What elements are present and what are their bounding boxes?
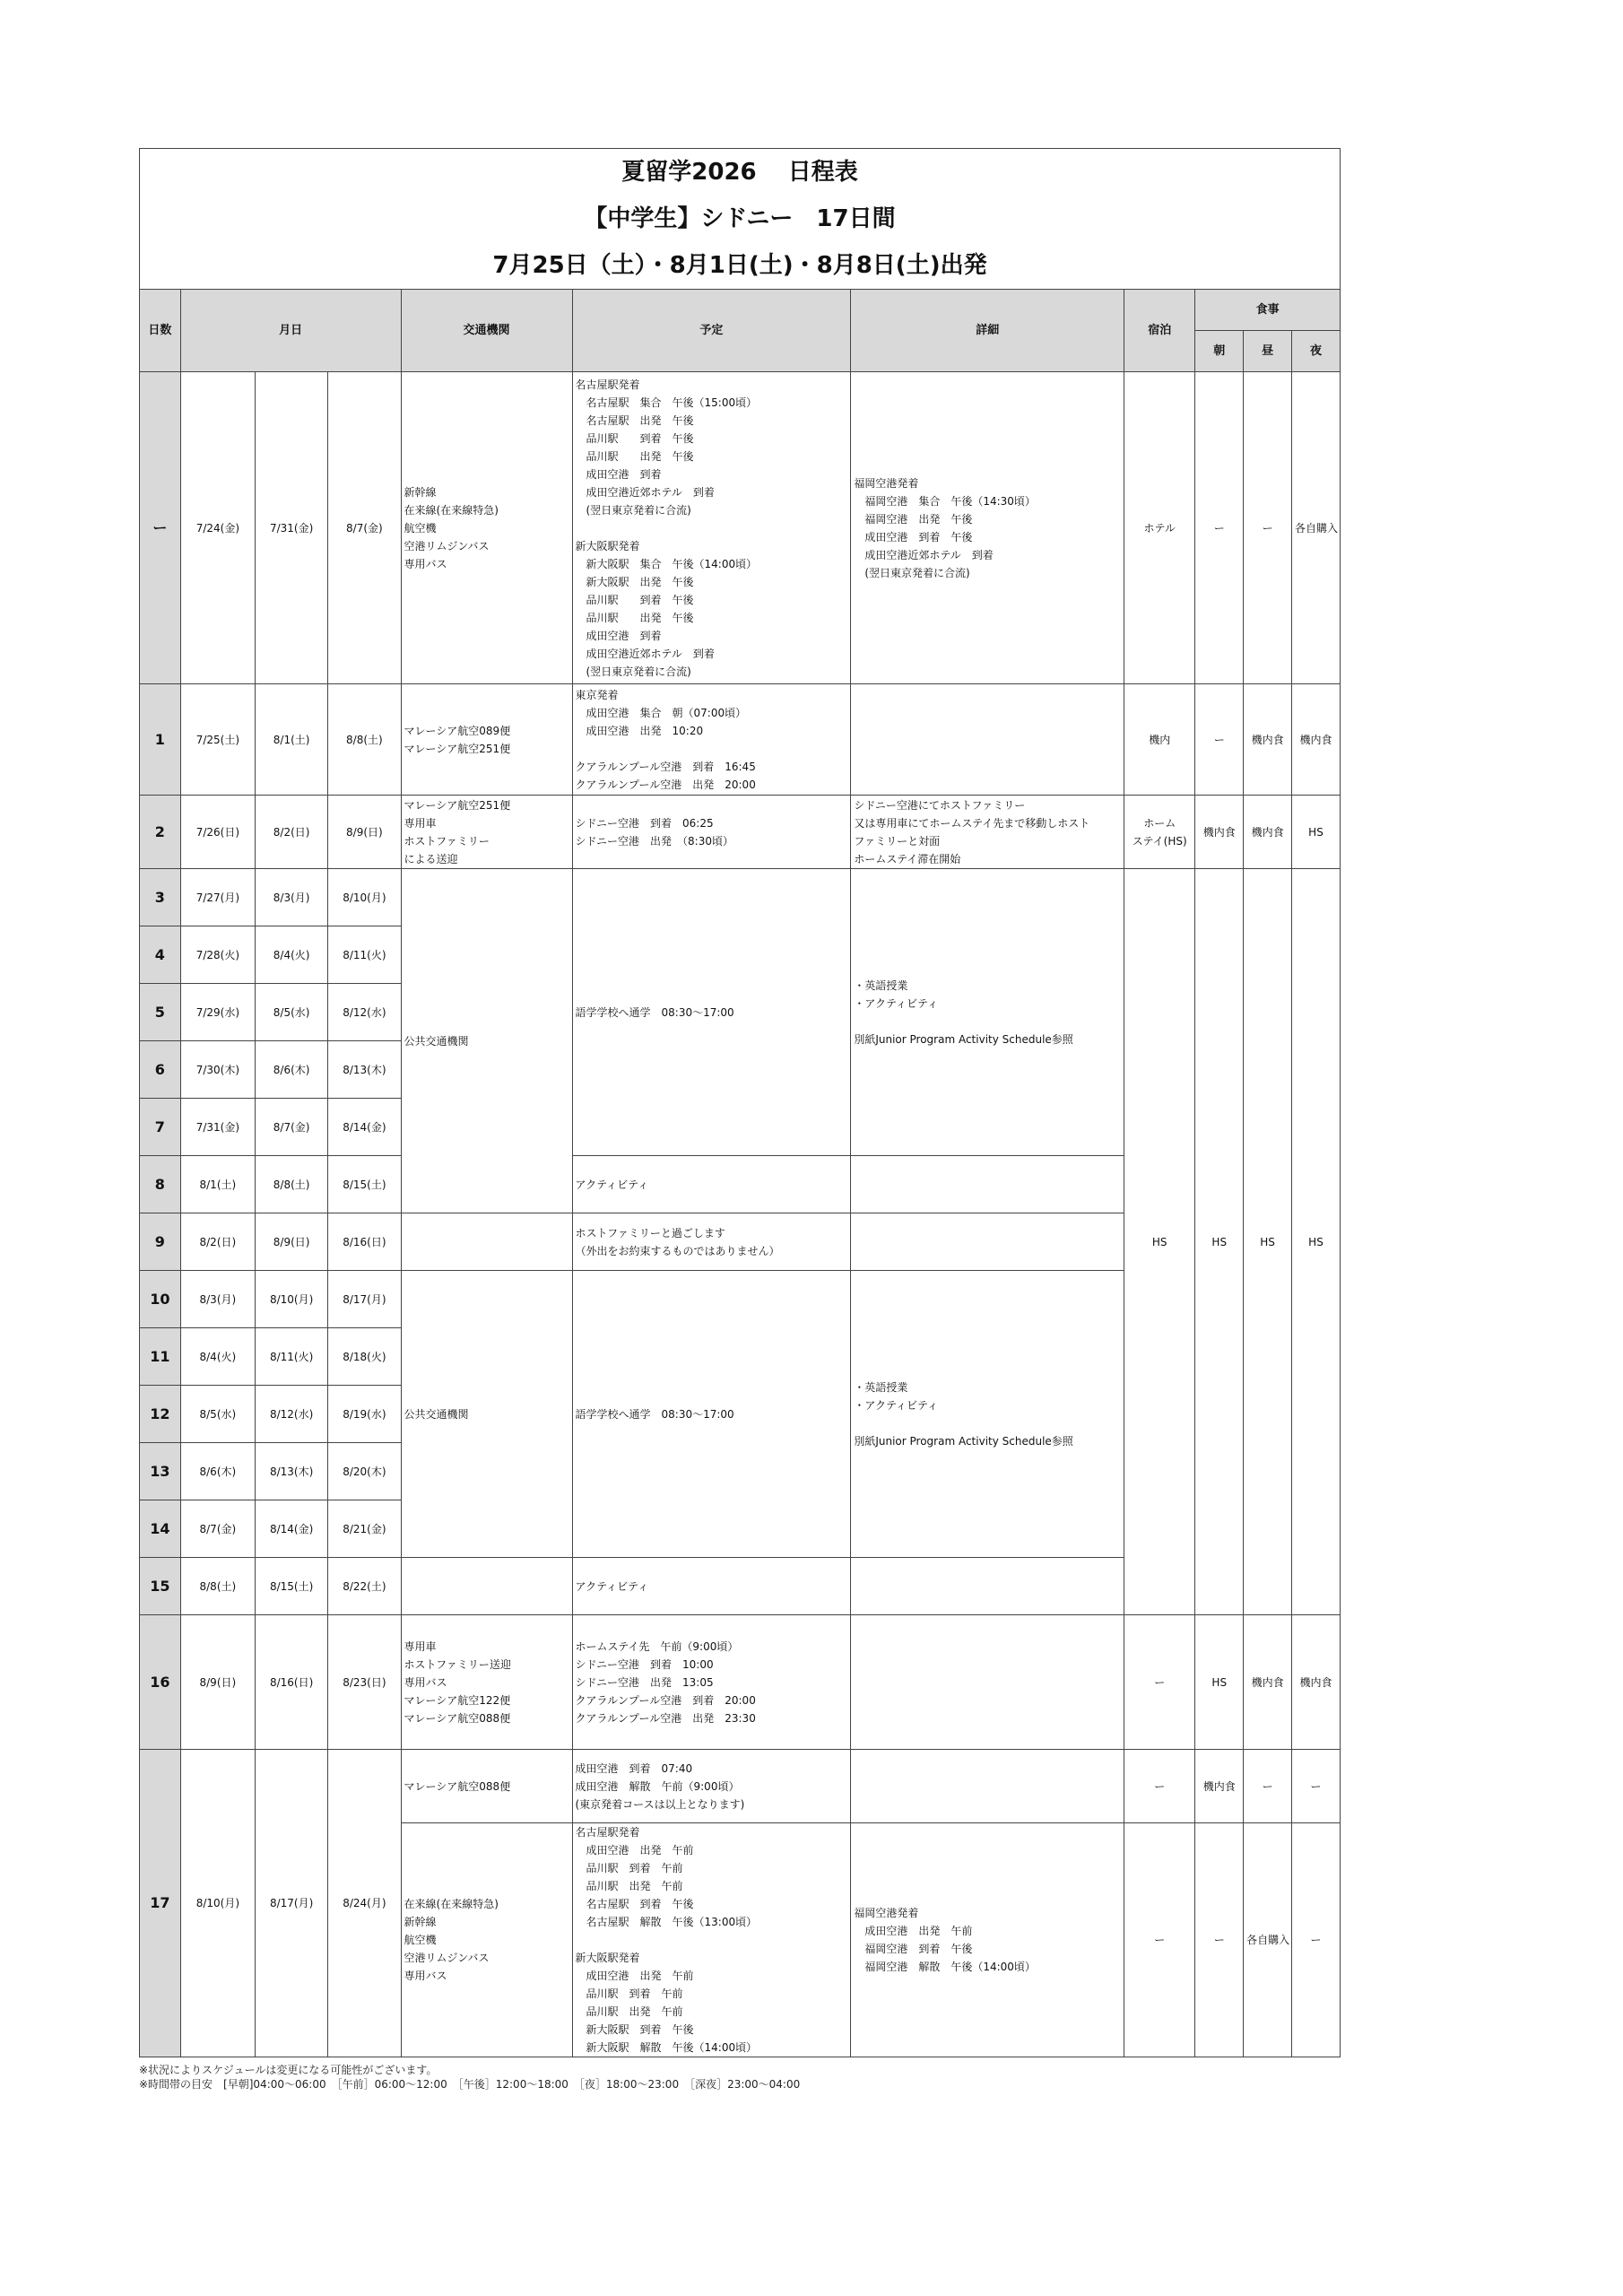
plan-cell: 名古屋駅発着 成田空港 出発 午前 品川駅 到着 午前 品川駅 出発 午前 名古屋駅 到着 午後 名古屋駅 解散 午後（13:00頃） 新大阪駅発着 成田空港 出発 午前 品川駅 到着 午前 品川駅 出発 午前 新大阪駅 到着 午後 新大阪駅 解散 午後（14:00頃）: [572, 1823, 851, 2057]
date-cell: 8/13(木): [328, 1041, 401, 1099]
stay-cell: 機内: [1124, 684, 1195, 796]
date-cell: 8/20(木): [328, 1443, 401, 1500]
note-time-ranges: ※時間帯の目安 [早朝]04:00～06:00 ［午前］06:00～12:00 ［午後］12:00～18:00 ［夜］18:00～23:00 ［深夜］23:00～04:00: [139, 2078, 801, 2091]
page-subtitle: 【中学生】シドニー 17日間: [584, 205, 896, 232]
day-number: 6: [140, 1041, 181, 1099]
date-cell: 8/15(土): [256, 1558, 328, 1615]
date-cell: 8/4(火): [180, 1328, 255, 1386]
day-number: 9: [140, 1213, 181, 1271]
detail-cell: ・英語授業 ・アクティビティ 別紙Junior Program Activity Schedule参照: [851, 1271, 1124, 1558]
date-cell: 8/3(月): [256, 869, 328, 926]
date-cell: 8/8(土): [180, 1558, 255, 1615]
date-cell: 8/17(月): [256, 1750, 328, 2057]
header-detail: 詳細: [851, 290, 1124, 372]
date-cell: 7/28(火): [180, 926, 255, 984]
detail-cell: [851, 1156, 1124, 1213]
dinner-cell: ー: [1291, 1750, 1340, 1823]
transport-cell: [401, 1213, 572, 1271]
dinner-cell: ー: [1291, 1823, 1340, 2057]
header-transport: 交通機関: [401, 290, 572, 372]
table-row: [140, 796, 1341, 869]
lunch-cell: HS: [1244, 869, 1292, 1615]
date-cell: 8/14(金): [256, 1500, 328, 1558]
day-number: 2: [140, 796, 181, 869]
header-date: 月日: [180, 290, 401, 372]
date-cell: 8/5(水): [180, 1386, 255, 1443]
plan-cell: シドニー空港 到着 06:25 シドニー空港 出発 （8:30頃）: [572, 796, 851, 869]
date-cell: 8/8(土): [256, 1156, 328, 1213]
header-breakfast: 朝: [1195, 331, 1244, 372]
date-cell: 8/6(木): [256, 1041, 328, 1099]
date-cell: 8/6(木): [180, 1443, 255, 1500]
day-number: 16: [140, 1615, 181, 1750]
date-cell: 8/3(月): [180, 1271, 255, 1328]
day-number: 13: [140, 1443, 181, 1500]
header-plan: 予定: [572, 290, 851, 372]
dinner-cell: 各自購入: [1291, 372, 1340, 684]
breakfast-cell: 機内食: [1195, 1750, 1244, 1823]
date-cell: 8/9(日): [256, 1213, 328, 1271]
date-cell: 8/10(月): [180, 1750, 255, 2057]
plan-cell: 語学学校へ通学 08:30～17:00: [572, 1271, 851, 1558]
detail-cell: [851, 1615, 1124, 1750]
lunch-cell: ー: [1244, 1750, 1292, 1823]
day-number: 8: [140, 1156, 181, 1213]
transport-cell: 専用車 ホストファミリー送迎 専用バス マレーシア航空122便 マレーシア航空088便: [401, 1615, 572, 1750]
lunch-cell: 機内食: [1244, 796, 1292, 869]
day-number: 15: [140, 1558, 181, 1615]
date-cell: 8/8(土): [328, 684, 401, 796]
day-number: 1: [140, 684, 181, 796]
plan-cell: ホームステイ先 午前（9:00頃） シドニー空港 到着 10:00 シドニー空港 出発 13:05 クアラルンプール空港 到着 20:00 クアラルンプール空港 出発 23:30: [572, 1615, 851, 1750]
date-cell: 8/2(日): [256, 796, 328, 869]
date-cell: 8/10(月): [328, 869, 401, 926]
plan-cell: 語学学校へ通学 08:30～17:00: [572, 869, 851, 1156]
plan-cell: 成田空港 到着 07:40 成田空港 解散 午前（9:00頃） (東京発着コースは以上となります): [572, 1750, 851, 1823]
transport-cell: [401, 1558, 572, 1615]
date-cell: 8/14(金): [328, 1099, 401, 1156]
lunch-cell: 機内食: [1244, 1615, 1292, 1750]
table-row: [140, 869, 1341, 926]
date-cell: 8/19(水): [328, 1386, 401, 1443]
date-cell: 7/30(木): [180, 1041, 255, 1099]
date-cell: 7/26(日): [180, 796, 255, 869]
header-dinner: 夜: [1291, 331, 1340, 372]
breakfast-cell: ー: [1195, 372, 1244, 684]
day-number: 7: [140, 1099, 181, 1156]
detail-cell: 福岡空港発着 福岡空港 集合 午後（14:30頃） 福岡空港 出発 午後 成田空港 到着 午後 成田空港近郊ホテル 到着 (翌日東京発着に合流): [851, 372, 1124, 684]
stay-cell: ー: [1124, 1750, 1195, 1823]
date-cell: 8/12(水): [328, 984, 401, 1041]
table-row: [140, 372, 1341, 684]
dinner-cell: HS: [1291, 796, 1340, 869]
table-row: [140, 1615, 1341, 1750]
day-number: 14: [140, 1500, 181, 1558]
transport-cell: 公共交通機関: [401, 869, 572, 1213]
transport-cell: マレーシア航空089便 マレーシア航空251便: [401, 684, 572, 796]
detail-cell: シドニー空港にてホストファミリー 又は専用車にてホームステイ先まで移動しホスト ファミリーと対面 ホームステイ滞在開始: [851, 796, 1124, 869]
schedule-table: [139, 148, 1341, 2057]
plan-cell: アクティビティ: [572, 1156, 851, 1213]
day-number: 10: [140, 1271, 181, 1328]
day-number: ー: [140, 372, 181, 684]
date-cell: 8/17(月): [328, 1271, 401, 1328]
day-number: 12: [140, 1386, 181, 1443]
date-cell: 8/1(土): [180, 1156, 255, 1213]
date-cell: 8/11(火): [256, 1328, 328, 1386]
stay-cell: ー: [1124, 1615, 1195, 1750]
schedule-sheet: [139, 148, 1341, 2057]
header-day: 日数: [140, 290, 181, 372]
page-title: 夏留学2026 日程表: [621, 159, 858, 186]
lunch-cell: 各自購入: [1244, 1823, 1292, 2057]
breakfast-cell: ー: [1195, 684, 1244, 796]
breakfast-cell: HS: [1195, 869, 1244, 1615]
date-cell: 7/31(金): [256, 372, 328, 684]
date-cell: 8/9(日): [328, 796, 401, 869]
table-row: [140, 684, 1341, 796]
departure-dates: 7月25日（土）・8月1日(土)・8月8日(土)出発: [492, 252, 987, 279]
day-number: 5: [140, 984, 181, 1041]
transport-cell: 公共交通機関: [401, 1271, 572, 1558]
detail-cell: [851, 1558, 1124, 1615]
dinner-cell: 機内食: [1291, 1615, 1340, 1750]
date-cell: 7/29(水): [180, 984, 255, 1041]
stay-cell: HS: [1124, 869, 1195, 1615]
date-cell: 8/23(日): [328, 1615, 401, 1750]
date-cell: 8/1(土): [256, 684, 328, 796]
header-lunch: 昼: [1244, 331, 1292, 372]
dinner-cell: HS: [1291, 869, 1340, 1615]
lunch-cell: 機内食: [1244, 684, 1292, 796]
date-cell: 8/5(水): [256, 984, 328, 1041]
detail-cell: [851, 1750, 1124, 1823]
detail-cell: ・英語授業 ・アクティビティ 別紙Junior Program Activity Schedule参照: [851, 869, 1124, 1156]
transport-cell: マレーシア航空088便: [401, 1750, 572, 1823]
detail-cell: 福岡空港発着 成田空港 出発 午前 福岡空港 到着 午後 福岡空港 解散 午後（14:00頃）: [851, 1823, 1124, 2057]
breakfast-cell: HS: [1195, 1615, 1244, 1750]
date-cell: 7/24(金): [180, 372, 255, 684]
breakfast-cell: ー: [1195, 1823, 1244, 2057]
date-cell: 8/24(月): [328, 1750, 401, 2057]
table-row: [140, 1750, 1341, 1823]
date-cell: 8/10(月): [256, 1271, 328, 1328]
plan-cell: 東京発着 成田空港 集合 朝（07:00頃） 成田空港 出発 10:20 クアラルンプール空港 到着 16:45 クアラルンプール空港 出発 20:00: [572, 684, 851, 796]
stay-cell: ー: [1124, 1823, 1195, 2057]
date-cell: 8/7(金): [256, 1099, 328, 1156]
transport-cell: 在来線(在来線特急) 新幹線 航空機 空港リムジンバス 専用バス: [401, 1823, 572, 2057]
dinner-cell: 機内食: [1291, 684, 1340, 796]
header-stay: 宿泊: [1124, 290, 1195, 372]
date-cell: 8/12(水): [256, 1386, 328, 1443]
date-cell: 8/15(土): [328, 1156, 401, 1213]
detail-cell: [851, 1213, 1124, 1271]
plan-cell: アクティビティ: [572, 1558, 851, 1615]
lunch-cell: ー: [1244, 372, 1292, 684]
date-cell: 8/21(金): [328, 1500, 401, 1558]
note-schedule-change: ※状況によりスケジュールは変更になる可能性がございます。: [139, 2064, 438, 2076]
plan-cell: 名古屋駅発着 名古屋駅 集合 午後（15:00頃） 名古屋駅 出発 午後 品川駅 到着 午後 品川駅 出発 午後 成田空港 到着 成田空港近郊ホテル 到着 (翌日東京発着に合流) 新大阪駅発着 新大阪駅 集合 午後（14:00頃） 新大阪駅 出発 午後 品川駅 到着 午後 品川駅 出発 午後 成田空港 到着 成田空港近郊ホテル 到着 (翌日東京発着に合流): [572, 372, 851, 684]
plan-cell: ホストファミリーと過ごします （外出をお約束するものではありません）: [572, 1213, 851, 1271]
day-number: 17: [140, 1750, 181, 2057]
stay-cell: ホテル: [1124, 372, 1195, 684]
date-cell: 8/18(火): [328, 1328, 401, 1386]
date-cell: 8/9(日): [180, 1615, 255, 1750]
date-cell: 7/31(金): [180, 1099, 255, 1156]
date-cell: 8/4(火): [256, 926, 328, 984]
date-cell: 8/7(金): [180, 1500, 255, 1558]
stay-cell: ホーム ステイ(HS): [1124, 796, 1195, 869]
date-cell: 8/7(金): [328, 372, 401, 684]
date-cell: 8/16(日): [328, 1213, 401, 1271]
transport-cell: マレーシア航空251便 専用車 ホストファミリー による送迎: [401, 796, 572, 869]
footnotes: [139, 2063, 800, 2092]
date-cell: 7/27(月): [180, 869, 255, 926]
date-cell: 8/13(木): [256, 1443, 328, 1500]
title-block: [140, 149, 1341, 290]
breakfast-cell: 機内食: [1195, 796, 1244, 869]
date-cell: 8/16(日): [256, 1615, 328, 1750]
date-cell: 8/2(日): [180, 1213, 255, 1271]
header-meal: 食事: [1195, 290, 1341, 331]
day-number: 4: [140, 926, 181, 984]
date-cell: 8/22(土): [328, 1558, 401, 1615]
detail-cell: [851, 684, 1124, 796]
day-number: 11: [140, 1328, 181, 1386]
transport-cell: 新幹線 在来線(在来線特急) 航空機 空港リムジンバス 専用バス: [401, 372, 572, 684]
date-cell: 8/11(火): [328, 926, 401, 984]
day-number: 3: [140, 869, 181, 926]
date-cell: 7/25(土): [180, 684, 255, 796]
